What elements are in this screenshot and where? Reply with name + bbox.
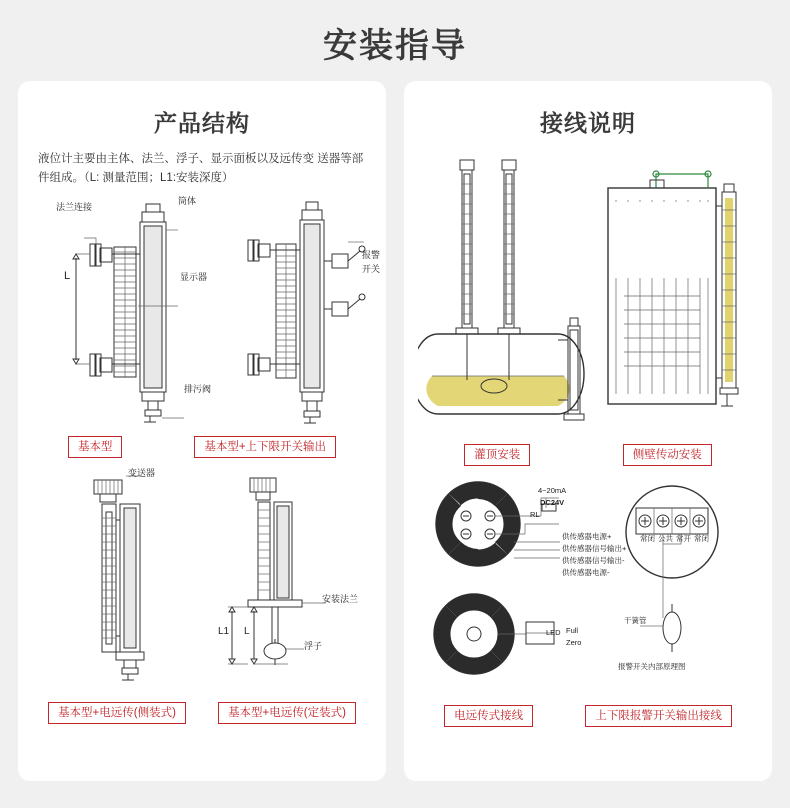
label-switch: 开关 bbox=[362, 264, 381, 274]
label-terminal-4: 常闭 bbox=[694, 534, 709, 543]
figure-basic-type-drawing bbox=[32, 192, 207, 427]
label-alarm-schematic-note: 报警开关内部原理图 bbox=[618, 662, 686, 671]
wiring-instructions-panel bbox=[404, 81, 772, 781]
figure-transmitter-wiring bbox=[418, 476, 593, 696]
right-figures-row-2 bbox=[418, 476, 758, 701]
caption-remote-side-mount: 基本型+电远传(侧装式) bbox=[48, 702, 186, 724]
label-dimension-l1: L1 bbox=[218, 626, 230, 637]
caption-basic-with-switch: 基本型+上下限开关输出 bbox=[194, 436, 336, 458]
right-figures-row-1 bbox=[418, 150, 758, 440]
caption-side-mount: 侧壁传动安装 bbox=[623, 444, 712, 466]
label-float: 浮子 bbox=[304, 641, 323, 651]
left-panel-title: 产品结构 bbox=[154, 110, 250, 136]
left-figures-row-2 bbox=[32, 468, 372, 698]
label-terminal-1: 常闭 bbox=[640, 534, 655, 543]
right-panel-title: 接线说明 bbox=[540, 110, 636, 136]
figure-top-mount-vessel bbox=[418, 150, 593, 435]
caption-remote-top-mount: 基本型+电远传(定装式) bbox=[218, 702, 356, 724]
label-4-20ma: 4~20mA bbox=[538, 486, 567, 495]
label-flange-connection: 法兰连接 bbox=[56, 202, 93, 212]
left-captions-row-2 bbox=[32, 702, 372, 724]
label-sensor-signal-pos: 供传感器信号输出+ bbox=[562, 544, 627, 553]
left-panel-description: 液位计主要由主体、法兰、浮子、显示面板以及远传变 送器等部件组成。（L: 测量范围；L1:安装深度） bbox=[38, 153, 364, 184]
label-sensor-power-neg: 供传感器电源- bbox=[562, 568, 610, 577]
label-mounting-flange: 安装法兰 bbox=[322, 594, 359, 604]
left-figures-row-1 bbox=[32, 192, 381, 432]
label-display: 显示器 bbox=[180, 272, 208, 282]
label-full: Full bbox=[566, 626, 579, 635]
caption-alarm-switch-wiring: 上下限报警开关输出接线 bbox=[585, 705, 732, 727]
right-captions-row-1 bbox=[418, 444, 758, 466]
label-sensor-signal-neg: 供传感器信号输出- bbox=[562, 556, 625, 565]
label-reed-tube: 干簧管 bbox=[624, 616, 647, 625]
label-alarm: 报警 bbox=[362, 250, 381, 260]
figure-remote-top-mount-drawing bbox=[208, 468, 383, 693]
label-terminal-3: 常开 bbox=[676, 534, 691, 543]
label-transmitter: 变送器 bbox=[128, 468, 156, 478]
figure-basic-with-switch-drawing bbox=[208, 192, 381, 427]
caption-basic-type: 基本型 bbox=[68, 436, 123, 458]
figure-side-mount-tank bbox=[594, 150, 769, 435]
label-rl: RL bbox=[530, 510, 540, 519]
panels-container bbox=[0, 81, 790, 781]
label-dimension-l-fig4: L bbox=[244, 626, 250, 637]
left-captions-row-1 bbox=[32, 436, 372, 458]
label-zero: Zero bbox=[566, 638, 582, 647]
label-sensor-power-pos: 供传感器电源+ bbox=[562, 532, 612, 541]
right-captions-row-2 bbox=[418, 705, 758, 727]
product-structure-panel bbox=[18, 81, 386, 781]
label-body: 筒体 bbox=[178, 196, 197, 206]
caption-top-mount: 灌顶安装 bbox=[464, 444, 530, 466]
label-terminal-2: 公共 bbox=[658, 534, 673, 543]
caption-transmitter-wiring: 电远传式接线 bbox=[444, 705, 533, 727]
label-dc24v: DC24V bbox=[540, 498, 565, 507]
page-title: 安装指导 bbox=[323, 27, 467, 65]
label-drain-valve: 排污阀 bbox=[184, 384, 212, 394]
figure-remote-side-mount-drawing bbox=[32, 468, 207, 693]
label-dimension-l: L bbox=[64, 270, 71, 282]
label-led: LED bbox=[546, 628, 561, 637]
